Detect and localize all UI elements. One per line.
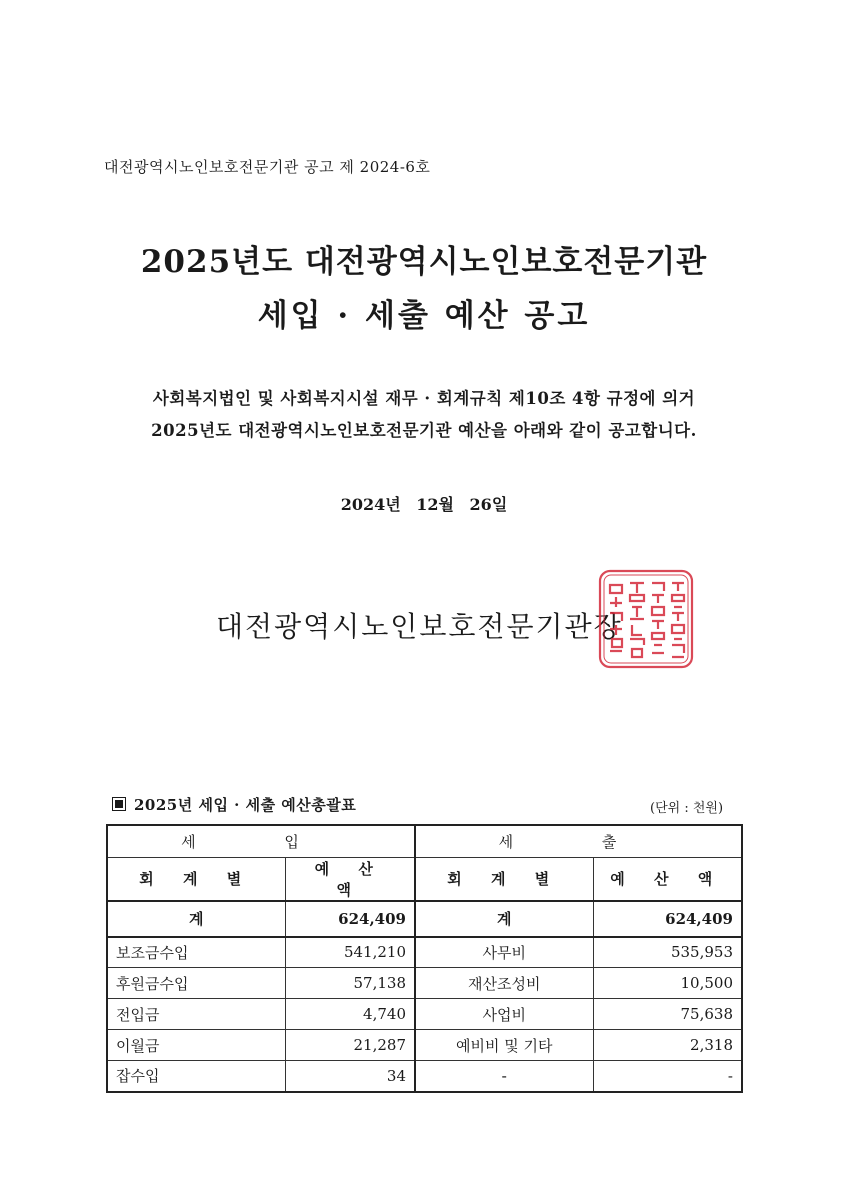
expense-amount: - bbox=[593, 1061, 742, 1092]
square-bullet-icon bbox=[112, 797, 126, 811]
revenue-amount: 34 bbox=[285, 1061, 415, 1092]
revenue-amount: 21,287 bbox=[285, 1030, 415, 1061]
revenue-amount: 57,138 bbox=[285, 968, 415, 999]
notice-date: 2024년 12월 26일 bbox=[340, 495, 508, 514]
revenue-label: 전입금 bbox=[107, 999, 285, 1030]
body-line-1: 사회복지법인 및 사회복지시설 재무 · 회계규칙 제10조 4항 규정에 의거 bbox=[152, 389, 696, 408]
official-seal-icon bbox=[594, 567, 698, 671]
expense-label: 예비비 및 기타 bbox=[415, 1030, 593, 1061]
table-title bbox=[112, 794, 356, 815]
title-line-2: 세입 · 세출 예산 공고 bbox=[257, 298, 591, 334]
table-row bbox=[107, 1030, 742, 1061]
expense-amount-header: 예 산 액 bbox=[593, 857, 742, 901]
revenue-category-header: 회 계 별 bbox=[107, 857, 285, 901]
expense-total-label: 계 bbox=[415, 901, 593, 937]
unit-label: (단위 : 천원) bbox=[650, 801, 724, 816]
revenue-amount: 4,740 bbox=[285, 999, 415, 1030]
revenue-total-amount: 624,409 bbox=[285, 901, 415, 937]
revenue-total-label: 계 bbox=[107, 901, 285, 937]
expense-label: 사업비 bbox=[415, 999, 593, 1030]
budget-summary-table bbox=[106, 824, 743, 1093]
table-column-header-row bbox=[107, 857, 742, 901]
revenue-label: 잡수입 bbox=[107, 1061, 285, 1092]
table-row bbox=[107, 937, 742, 968]
expense-amount: 535,953 bbox=[593, 937, 742, 968]
table-total-row bbox=[107, 901, 742, 937]
notice-number: 대전광역시노인보호전문기관 공고 제 2024-6호 bbox=[104, 158, 431, 176]
expense-header: 세 출 bbox=[415, 825, 742, 857]
expense-amount: 75,638 bbox=[593, 999, 742, 1030]
expense-amount: 2,318 bbox=[593, 1030, 742, 1061]
expense-label: - bbox=[415, 1061, 593, 1092]
revenue-label: 이월금 bbox=[107, 1030, 285, 1061]
table-row bbox=[107, 999, 742, 1030]
expense-label: 사무비 bbox=[415, 937, 593, 968]
expense-amount: 10,500 bbox=[593, 968, 742, 999]
revenue-amount-header: 예 산 액 bbox=[285, 857, 415, 901]
signer-name: 대전광역시노인보호전문기관장 bbox=[216, 610, 623, 643]
revenue-label: 후원금수입 bbox=[107, 968, 285, 999]
revenue-label: 보조금수입 bbox=[107, 937, 285, 968]
revenue-header: 세 입 bbox=[107, 825, 415, 857]
revenue-amount: 541,210 bbox=[285, 937, 415, 968]
table-title-text: 2025년 세입 · 세출 예산총괄표 bbox=[134, 796, 357, 814]
title-line-1: 2025년도 대전광역시노인보호전문기관 bbox=[140, 244, 708, 280]
expense-total-amount: 624,409 bbox=[593, 901, 742, 937]
body-line-2: 2025년도 대전광역시노인보호전문기관 예산을 아래와 같이 공고합니다. bbox=[151, 421, 697, 440]
expense-label: 재산조성비 bbox=[415, 968, 593, 999]
expense-category-header: 회 계 별 bbox=[415, 857, 593, 901]
table-group-header-row bbox=[107, 825, 742, 857]
table-row bbox=[107, 968, 742, 999]
table-row bbox=[107, 1061, 742, 1092]
